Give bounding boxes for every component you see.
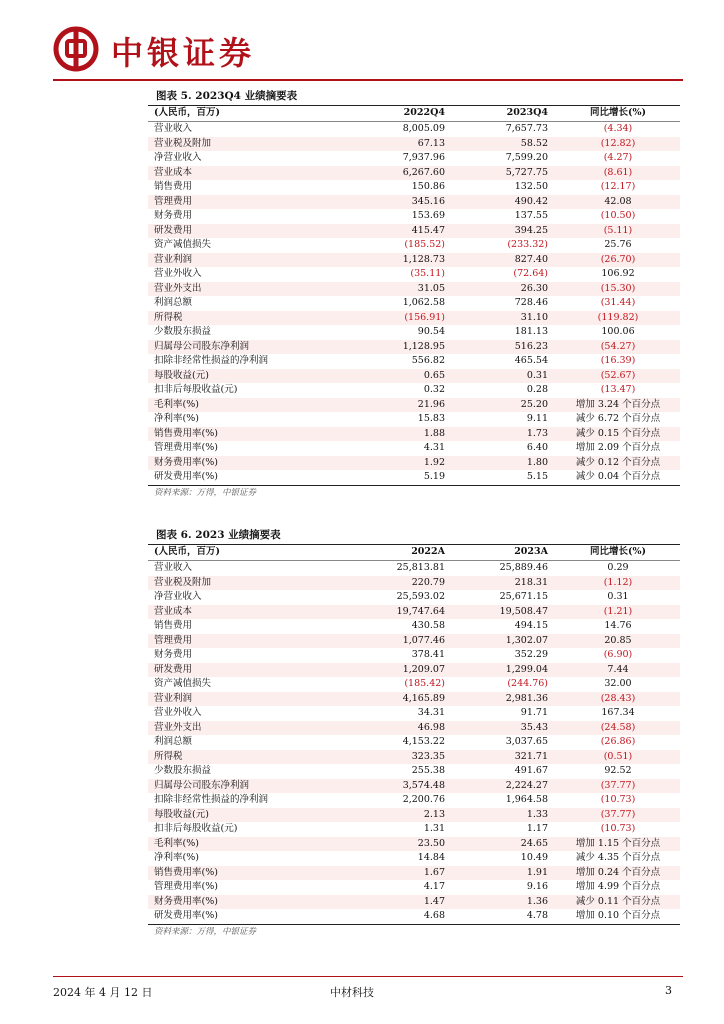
row-label: 营业外收入 (154, 268, 202, 279)
table-row (148, 427, 680, 442)
summary-table-q4 (148, 106, 680, 485)
prior-value: 2,200.76 (402, 794, 445, 805)
table-row (148, 779, 680, 794)
table-row (148, 648, 680, 663)
table-row (148, 895, 680, 910)
prior-value: 31.05 (354, 282, 457, 297)
yoy-change: 167.34 (601, 707, 635, 718)
table-row (148, 677, 680, 692)
prior-value: 6,267.60 (354, 166, 457, 181)
table-row (148, 209, 680, 224)
row-label: 财务费用率(%) (148, 895, 354, 910)
yoy-change: (31.44) (600, 297, 636, 308)
row-label: 净利率(%) (154, 852, 199, 863)
yoy-change: 增加 0.24 个百分点 (556, 866, 680, 881)
table-row (148, 166, 680, 181)
current-value: 26.30 (457, 282, 556, 297)
row-label: 归属母公司股东净利润 (148, 779, 354, 794)
table-row (148, 224, 680, 239)
current-value: 7,657.73 (505, 123, 548, 134)
current-value: 490.42 (457, 195, 556, 210)
prior-value: 90.54 (417, 326, 445, 337)
current-value: 6.40 (526, 442, 548, 453)
row-label: 研发费用 (148, 224, 354, 239)
table-row (148, 793, 680, 808)
yoy-change: (4.34) (603, 123, 633, 134)
column-header-prior: 2022Q4 (354, 106, 457, 122)
table-row (148, 137, 680, 152)
column-header-unit: (人民币，百万) (148, 106, 354, 122)
yoy-change: (37.77) (556, 808, 680, 823)
prior-value: 153.69 (411, 210, 445, 221)
current-value: 1.73 (457, 427, 556, 442)
row-label: 销售费用率(%) (148, 427, 354, 442)
table-row (148, 412, 680, 427)
yoy-change: (10.73) (600, 794, 636, 805)
yoy-change: 14.76 (604, 620, 632, 631)
column-header-current: 2023Q4 (457, 106, 556, 122)
column-header-yoy: 同比增长(%) (556, 106, 680, 122)
table-row (148, 122, 680, 137)
row-label: 营业成本 (148, 605, 354, 620)
row-label: 每股收益(元) (148, 369, 354, 384)
row-label: 营业收入 (154, 562, 193, 573)
current-value: 394.25 (457, 224, 556, 239)
yoy-change: (28.43) (556, 692, 680, 707)
current-value: 25,671.15 (499, 591, 548, 602)
prior-value: 1.67 (354, 866, 457, 881)
table-title: 图表 5. 2023Q4 业绩摘要表 (148, 88, 680, 106)
company-name: 中材科技 (330, 986, 374, 999)
row-label: 净营业收入 (154, 152, 202, 163)
yoy-change: (10.73) (600, 823, 636, 834)
prior-value: 1,128.95 (354, 340, 457, 355)
current-value: 321.71 (457, 750, 556, 765)
yoy-change: (119.82) (556, 311, 680, 326)
current-value: 4.78 (526, 910, 548, 921)
yoy-change: (12.17) (600, 181, 636, 192)
table-row (148, 253, 680, 268)
current-value: 1.80 (457, 456, 556, 471)
current-value: 2,224.27 (457, 779, 556, 794)
prior-value: 345.16 (354, 195, 457, 210)
yoy-change: 减少 0.11 个百分点 (556, 895, 680, 910)
column-header-unit: (人民币，百万) (148, 545, 354, 561)
current-value: 1,964.58 (505, 794, 548, 805)
current-value: 1,299.04 (457, 663, 556, 678)
table-row (148, 866, 680, 881)
yoy-change: 92.52 (604, 765, 632, 776)
table-row (148, 325, 680, 340)
yoy-change: (15.30) (556, 282, 680, 297)
prior-value: 23.50 (354, 837, 457, 852)
prior-value: 415.47 (354, 224, 457, 239)
row-label: 扣非后每股收益(元) (154, 823, 238, 834)
yoy-change: (52.67) (556, 369, 680, 384)
table-row (148, 369, 680, 384)
prior-value: 15.83 (417, 413, 445, 424)
brand-name: 中银证券 (111, 34, 256, 72)
prior-value: 19,747.64 (354, 605, 457, 620)
table-row (148, 383, 680, 398)
table-header-row (148, 106, 680, 122)
page-number: 3 (665, 984, 672, 997)
row-label: 营业外支出 (148, 721, 354, 736)
current-value: 728.46 (514, 297, 548, 308)
column-header-prior: 2022A (354, 545, 457, 561)
prior-value: 430.58 (411, 620, 445, 631)
table-row (148, 238, 680, 253)
table-row (148, 706, 680, 721)
yoy-change: 增加 4.99 个百分点 (575, 881, 661, 892)
yoy-change: (4.27) (603, 152, 633, 163)
current-value: 7,599.20 (505, 152, 548, 163)
prior-value: 21.96 (354, 398, 457, 413)
row-label: 管理费用率(%) (154, 881, 218, 892)
row-label: 营业成本 (148, 166, 354, 181)
row-label: 利润总额 (154, 736, 193, 747)
row-label: 销售费用率(%) (148, 866, 354, 881)
current-value: 9.16 (526, 881, 548, 892)
summary-table-annual (148, 545, 680, 924)
yoy-change: 增加 2.09 个百分点 (575, 442, 661, 453)
yoy-change: (1.12) (556, 576, 680, 591)
row-label: 净利率(%) (154, 413, 199, 424)
prior-value: 1,077.46 (354, 634, 457, 649)
current-value: 137.55 (514, 210, 548, 221)
row-label: 扣除非经常性损益的净利润 (154, 794, 269, 805)
yoy-change: 增加 1.15 个百分点 (556, 837, 680, 852)
current-value: 218.31 (457, 576, 556, 591)
yoy-change: 减少 0.15 个百分点 (556, 427, 680, 442)
row-label: 营业税及附加 (148, 137, 354, 152)
prior-value: 67.13 (354, 137, 457, 152)
current-value: 5,727.75 (457, 166, 556, 181)
row-label: 资产减值损失 (154, 239, 212, 250)
yoy-change: 42.08 (556, 195, 680, 210)
row-label: 营业利润 (148, 692, 354, 707)
current-value: 25.20 (457, 398, 556, 413)
yoy-change: (0.51) (556, 750, 680, 765)
current-value: 132.50 (514, 181, 548, 192)
yoy-change: 20.85 (556, 634, 680, 649)
yoy-change: (54.27) (556, 340, 680, 355)
prior-value: 150.86 (411, 181, 445, 192)
prior-value: (185.42) (404, 678, 445, 689)
row-label: 营业外支出 (148, 282, 354, 297)
current-value: 2,981.36 (457, 692, 556, 707)
table-row (148, 267, 680, 282)
table-header-row (148, 545, 680, 561)
yoy-change: 0.29 (607, 562, 629, 573)
prior-value: 378.41 (411, 649, 445, 660)
table-row (148, 180, 680, 195)
table-row (148, 735, 680, 750)
row-label: 资产减值损失 (154, 678, 212, 689)
prior-value: 4.31 (423, 442, 445, 453)
prior-value: 25,593.02 (396, 591, 445, 602)
prior-value: 1,062.58 (402, 297, 445, 308)
table-row (148, 837, 680, 852)
footer-divider (53, 976, 683, 977)
table-row (148, 909, 680, 924)
table-row (148, 764, 680, 779)
yoy-change: (10.50) (600, 210, 636, 221)
yoy-change: 增加 0.10 个百分点 (575, 910, 661, 921)
current-value: (72.64) (513, 268, 548, 279)
prior-value: 255.38 (411, 765, 445, 776)
table-row (148, 576, 680, 591)
prior-value: 5.19 (423, 471, 445, 482)
row-label: 营业收入 (154, 123, 193, 134)
current-value: 1,302.07 (457, 634, 556, 649)
prior-value: 556.82 (411, 355, 445, 366)
prior-value: 3,574.48 (354, 779, 457, 794)
yoy-change: (24.58) (556, 721, 680, 736)
yoy-change: 0.31 (607, 591, 629, 602)
prior-value: 4,165.89 (354, 692, 457, 707)
prior-value: 0.32 (423, 384, 445, 395)
table-row (148, 195, 680, 210)
row-label: 扣除非经常性损益的净利润 (154, 355, 269, 366)
yoy-change: 减少 0.12 个百分点 (556, 456, 680, 471)
page-header (53, 26, 683, 78)
current-value: 494.15 (514, 620, 548, 631)
row-label: 少数股东损益 (154, 326, 212, 337)
row-label: 销售费用 (154, 620, 193, 631)
table-row (148, 808, 680, 823)
current-value: 1.33 (457, 808, 556, 823)
row-label: 所得税 (148, 311, 354, 326)
yoy-change: 25.76 (604, 239, 632, 250)
current-value: 24.65 (457, 837, 556, 852)
prior-value: 1.92 (354, 456, 457, 471)
yoy-change: (13.47) (600, 384, 636, 395)
table-row (148, 354, 680, 369)
current-value: (244.76) (507, 678, 548, 689)
prior-value: 7,937.96 (402, 152, 445, 163)
prior-value: 4.68 (423, 910, 445, 921)
row-label: 归属母公司股东净利润 (148, 340, 354, 355)
current-value: 10.49 (520, 852, 548, 863)
yoy-change: 增加 3.24 个百分点 (556, 398, 680, 413)
yoy-change: (37.77) (556, 779, 680, 794)
yoy-change: (26.70) (556, 253, 680, 268)
prior-value: 8,005.09 (402, 123, 445, 134)
yoy-change: 32.00 (604, 678, 632, 689)
table-row (148, 619, 680, 634)
yoy-change: 7.44 (556, 663, 680, 678)
prior-value: 1.88 (354, 427, 457, 442)
table-row (148, 822, 680, 837)
row-label: 净营业收入 (154, 591, 202, 602)
row-label: 毛利率(%) (148, 398, 354, 413)
current-value: 1.36 (457, 895, 556, 910)
row-label: 销售费用 (154, 181, 193, 192)
table-row (148, 692, 680, 707)
table-row (148, 470, 680, 485)
column-header-yoy: 同比增长(%) (556, 545, 680, 561)
table-row (148, 721, 680, 736)
yoy-change: (6.90) (603, 649, 633, 660)
table-row (148, 340, 680, 355)
prior-value: (185.52) (404, 239, 445, 250)
table-row (148, 634, 680, 649)
table-row (148, 590, 680, 605)
prior-value: 0.65 (354, 369, 457, 384)
yoy-change: 106.92 (601, 268, 635, 279)
current-value: 19,508.47 (457, 605, 556, 620)
current-value: 1.91 (457, 866, 556, 881)
row-label: 所得税 (148, 750, 354, 765)
row-label: 财务费用率(%) (148, 456, 354, 471)
current-value: 0.31 (457, 369, 556, 384)
current-value: 31.10 (457, 311, 556, 326)
current-value: 516.23 (457, 340, 556, 355)
prior-value: 1.31 (423, 823, 445, 834)
current-value: 58.52 (457, 137, 556, 152)
row-label: 研发费用率(%) (154, 910, 218, 921)
source-note: 资料来源：万得，中银证券 (148, 924, 680, 939)
prior-value: 220.79 (354, 576, 457, 591)
table-row (148, 441, 680, 456)
yoy-change: 减少 6.72 个百分点 (575, 413, 661, 424)
row-label: 财务费用 (154, 649, 193, 660)
row-label: 研发费用率(%) (154, 471, 218, 482)
yoy-change: (16.39) (600, 355, 636, 366)
row-label: 营业外收入 (154, 707, 202, 718)
row-label: 管理费用率(%) (154, 442, 218, 453)
row-label: 扣非后每股收益(元) (154, 384, 238, 395)
current-value: 0.28 (526, 384, 548, 395)
row-label: 营业税及附加 (148, 576, 354, 591)
yoy-change: (8.61) (556, 166, 680, 181)
row-label: 每股收益(元) (148, 808, 354, 823)
yoy-change: (1.21) (556, 605, 680, 620)
column-header-current: 2023A (457, 545, 556, 561)
prior-value: 34.31 (417, 707, 445, 718)
table-section-2023 (148, 527, 680, 939)
prior-value: 4,153.22 (402, 736, 445, 747)
table-row (148, 750, 680, 765)
prior-value: (156.91) (354, 311, 457, 326)
table-title: 图表 6. 2023 业绩摘要表 (148, 527, 680, 545)
prior-value: 46.98 (354, 721, 457, 736)
current-value: 181.13 (514, 326, 548, 337)
table-row (148, 561, 680, 576)
prior-value: 14.84 (417, 852, 445, 863)
table-row (148, 456, 680, 471)
bank-of-china-logo-icon (53, 26, 99, 72)
row-label: 毛利率(%) (148, 837, 354, 852)
yoy-change: (26.86) (600, 736, 636, 747)
prior-value: 25,813.81 (396, 562, 445, 573)
table-section-2023q4 (148, 88, 680, 500)
table-row (148, 880, 680, 895)
current-value: 9.11 (526, 413, 548, 424)
report-date: 2024 年 4 月 12 日 (53, 986, 153, 999)
current-value: (233.32) (507, 239, 548, 250)
current-value: 465.54 (514, 355, 548, 366)
yoy-change: 100.06 (601, 326, 635, 337)
table-row (148, 605, 680, 620)
prior-value: 2.13 (354, 808, 457, 823)
table-row (148, 851, 680, 866)
header-divider (53, 79, 683, 81)
row-label: 研发费用 (148, 663, 354, 678)
prior-value: 1.47 (354, 895, 457, 910)
prior-value: (35.11) (410, 268, 445, 279)
yoy-change: 减少 0.04 个百分点 (575, 471, 661, 482)
current-value: 352.29 (514, 649, 548, 660)
table-row (148, 398, 680, 413)
current-value: 491.67 (514, 765, 548, 776)
current-value: 1.17 (526, 823, 548, 834)
row-label: 管理费用 (148, 195, 354, 210)
current-value: 827.40 (457, 253, 556, 268)
table-row (148, 151, 680, 166)
table-row (148, 296, 680, 311)
row-label: 利润总额 (154, 297, 193, 308)
row-label: 少数股东损益 (154, 765, 212, 776)
prior-value: 1,128.73 (354, 253, 457, 268)
row-label: 管理费用 (148, 634, 354, 649)
current-value: 25,889.46 (499, 562, 548, 573)
row-label: 营业利润 (148, 253, 354, 268)
prior-value: 1,209.07 (354, 663, 457, 678)
yoy-change: (12.82) (556, 137, 680, 152)
prior-value: 4.17 (423, 881, 445, 892)
current-value: 35.43 (457, 721, 556, 736)
yoy-change: 减少 4.35 个百分点 (575, 852, 661, 863)
current-value: 5.15 (526, 471, 548, 482)
source-note: 资料来源：万得，中银证券 (148, 485, 680, 500)
row-label: 财务费用 (154, 210, 193, 221)
prior-value: 323.35 (354, 750, 457, 765)
yoy-change: (5.11) (556, 224, 680, 239)
table-row (148, 311, 680, 326)
current-value: 3,037.65 (505, 736, 548, 747)
table-row (148, 282, 680, 297)
current-value: 91.71 (520, 707, 548, 718)
table-row (148, 663, 680, 678)
